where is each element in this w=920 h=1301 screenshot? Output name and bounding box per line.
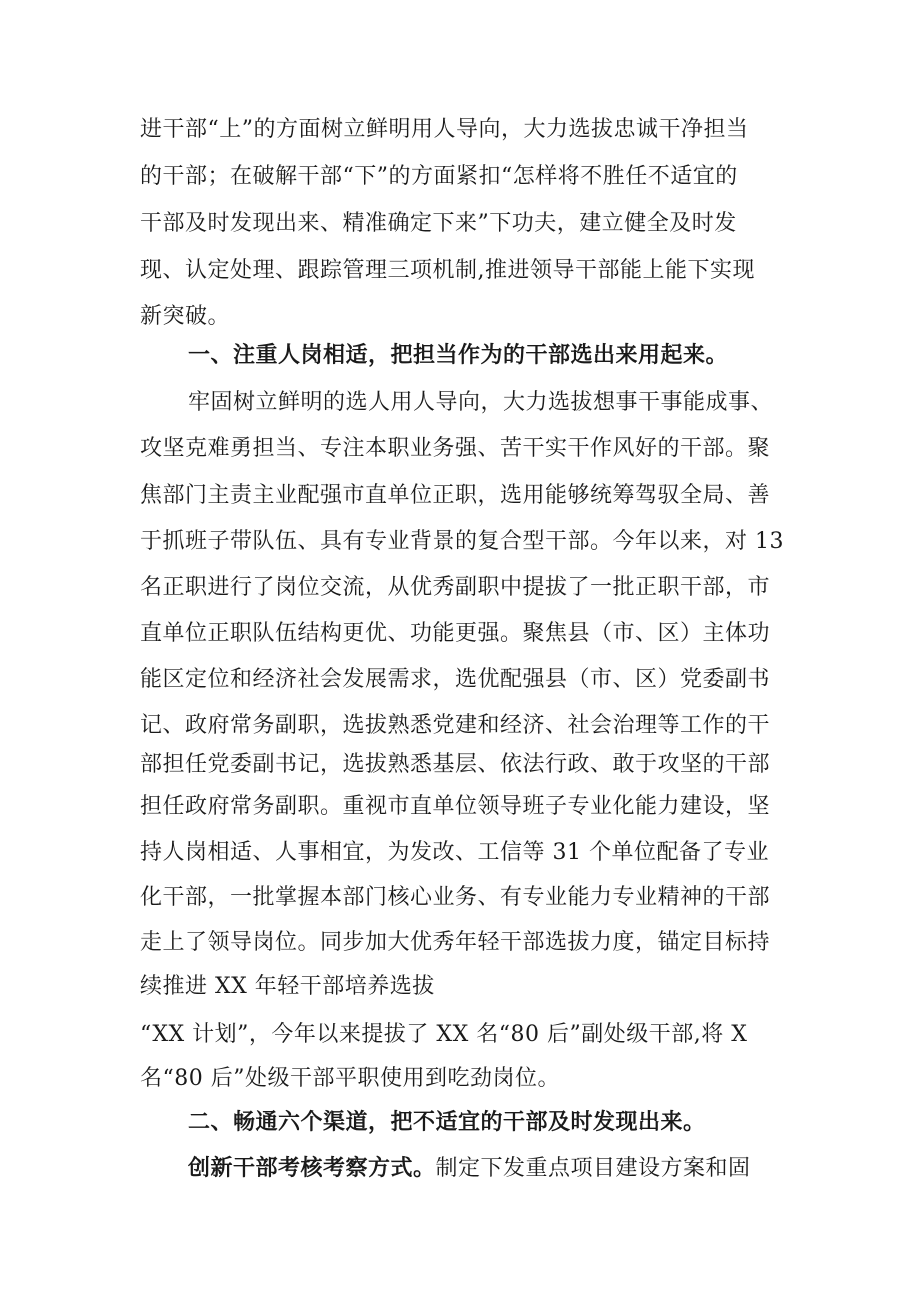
text-line: 进干部“上”的方面树立鲜明用人导向，大力选拔忠诚干净担当 — [140, 117, 749, 142]
text-line: 化干部，一批掌握本部门核心业务、有专业能力专业精神的干部 — [140, 885, 771, 910]
text-line — [188, 1153, 751, 1183]
text-line: “XX 计划”，今年以来提拔了 XX 名“80 后”副处级干部,将 X — [140, 1022, 748, 1047]
text-line: 于抓班子带队伍、具有专业背景的复合型干部。今年以来，对 13 — [140, 529, 784, 554]
section-heading: 一、注重人岗相适，把担当作为的干部选出来用起来。 — [188, 342, 729, 368]
section-heading: 二、畅通六个渠道，把不适宜的干部及时发现出来。 — [188, 1109, 706, 1135]
text-line: 担任政府常务副职。重视市直单位领导班子专业化能力建设，坚 — [140, 794, 771, 819]
text-line: 走上了领导岗位。同步加大优秀年轻干部选拔力度，锚定目标持 — [140, 930, 771, 955]
subsection-text: 制定下发重点项目建设方案和固 — [435, 1156, 751, 1181]
text-line: 直单位正职队伍结构更优、功能更强。聚焦县（市、区）主体功 — [140, 621, 771, 646]
text-line: 现、认定处理、跟踪管理三项机制,推进领导干部能上能下实现 — [140, 258, 755, 283]
text-line: 名正职进行了岗位交流，从优秀副职中提拔了一批正职干部，市 — [140, 575, 771, 600]
text-line: 续推进 XX 年轻干部培养选拔 — [140, 974, 435, 999]
text-line: 能区定位和经济社会发展需求，选优配强县（市、区）党委副书 — [140, 667, 771, 692]
text-line: 干部及时发现出来、精准确定下来”下功夫，建立健全及时发 — [140, 211, 737, 236]
text-line: 记、政府常务副职，选拔熟悉党建和经济、社会治理等工作的干 — [140, 713, 771, 738]
text-line: 攻坚克难勇担当、专注本职业务强、苦干实干作风好的干部。聚 — [140, 436, 771, 461]
text-line: 的干部；在破解干部“下”的方面紧扣“怎样将不胜任不适宜的 — [140, 164, 738, 189]
text-line: 焦部门主责主业配强市直单位正职，选用能够统筹驾驭全局、善 — [140, 483, 771, 508]
text-line: 牢固树立鲜明的选人用人导向，大力选拔想事干事能成事、 — [188, 390, 774, 415]
text-line: 新突破。 — [140, 304, 231, 329]
subsection-lead: 创新干部考核考察方式。 — [188, 1155, 436, 1181]
text-line: 部担任党委副书记，选拔熟悉基层、依法行政、敢于攻坚的干部 — [140, 752, 771, 777]
text-line: 持人岗相适、人事相宜，为发改、工信等 31 个单位配备了专业 — [140, 840, 769, 865]
text-line: 名“80 后”处级干部平职使用到吃劲岗位。 — [140, 1066, 560, 1091]
